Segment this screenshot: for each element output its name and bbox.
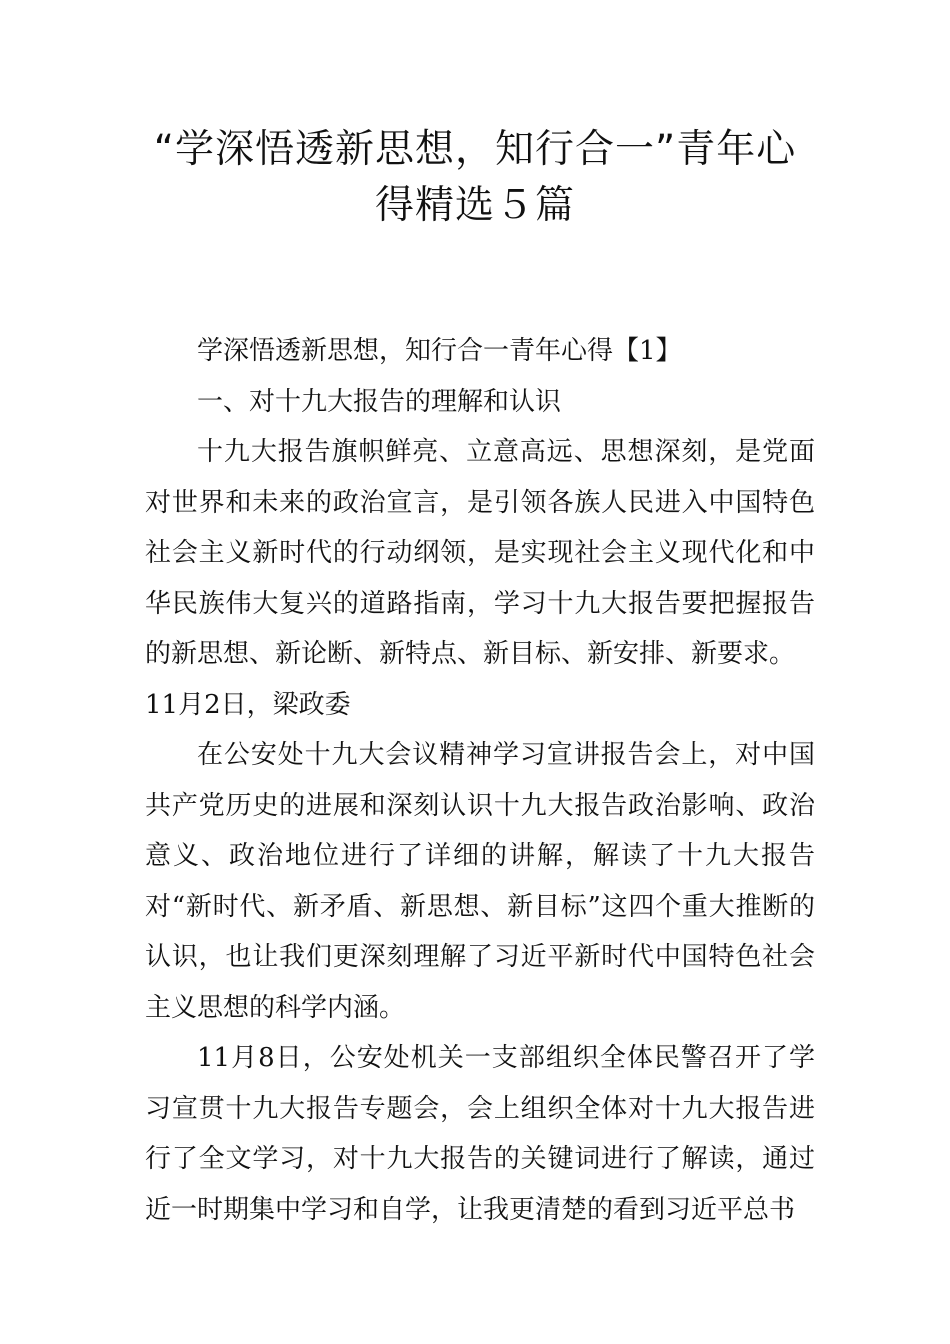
section-heading: 学深悟透新思想，知行合一青年心得【1】 <box>197 336 682 366</box>
title-line-2: 得精选５篇 <box>374 183 575 228</box>
body-paragraph: 十九大报告旗帜鲜亮、立意高远、思想深刻，是党面对世界和未来的政治宣言，是引领各族人民进入中国特色社会主义新时代的行动纲领，是实现社会主义现代化和中华民族伟大复兴的道路指南，学习十九大报告要把握报告的新思想、新论断、新特点、新目标、新安排、新要求。 <box>145 437 815 669</box>
body-paragraph: 11月8日，公安处机关一支部组织全体民警召开了学习宣贯十九大报告专题会，会上组织全体对十九大报告进行了全文学习，对十九大报告的关键词进行了解读，通过近一时期集中学习和自学，让我更清楚的看到习近平总书 <box>145 1043 815 1225</box>
document-title <box>0 122 950 234</box>
title-line-1: “学深悟透新思想，知行合一”青年心 <box>153 127 797 172</box>
document-body <box>145 326 815 1235</box>
subsection-heading: 一、对十九大报告的理解和认识 <box>197 386 562 417</box>
body-paragraph: 在公安处十九大会议精神学习宣讲报告会上，对中国共产党历史的进展和深刻认识十九大报告政治影响、政治意义、政治地位进行了详细的讲解，解读了十九大报告对“新时代、新矛盾、新思想、新目标”这四个重大推断的认识，也让我们更深刻理解了习近平新时代中国特色社会主义思想的科学内涵。 <box>145 740 815 1023</box>
date-line: 11月2日，梁政委 <box>145 689 351 720</box>
